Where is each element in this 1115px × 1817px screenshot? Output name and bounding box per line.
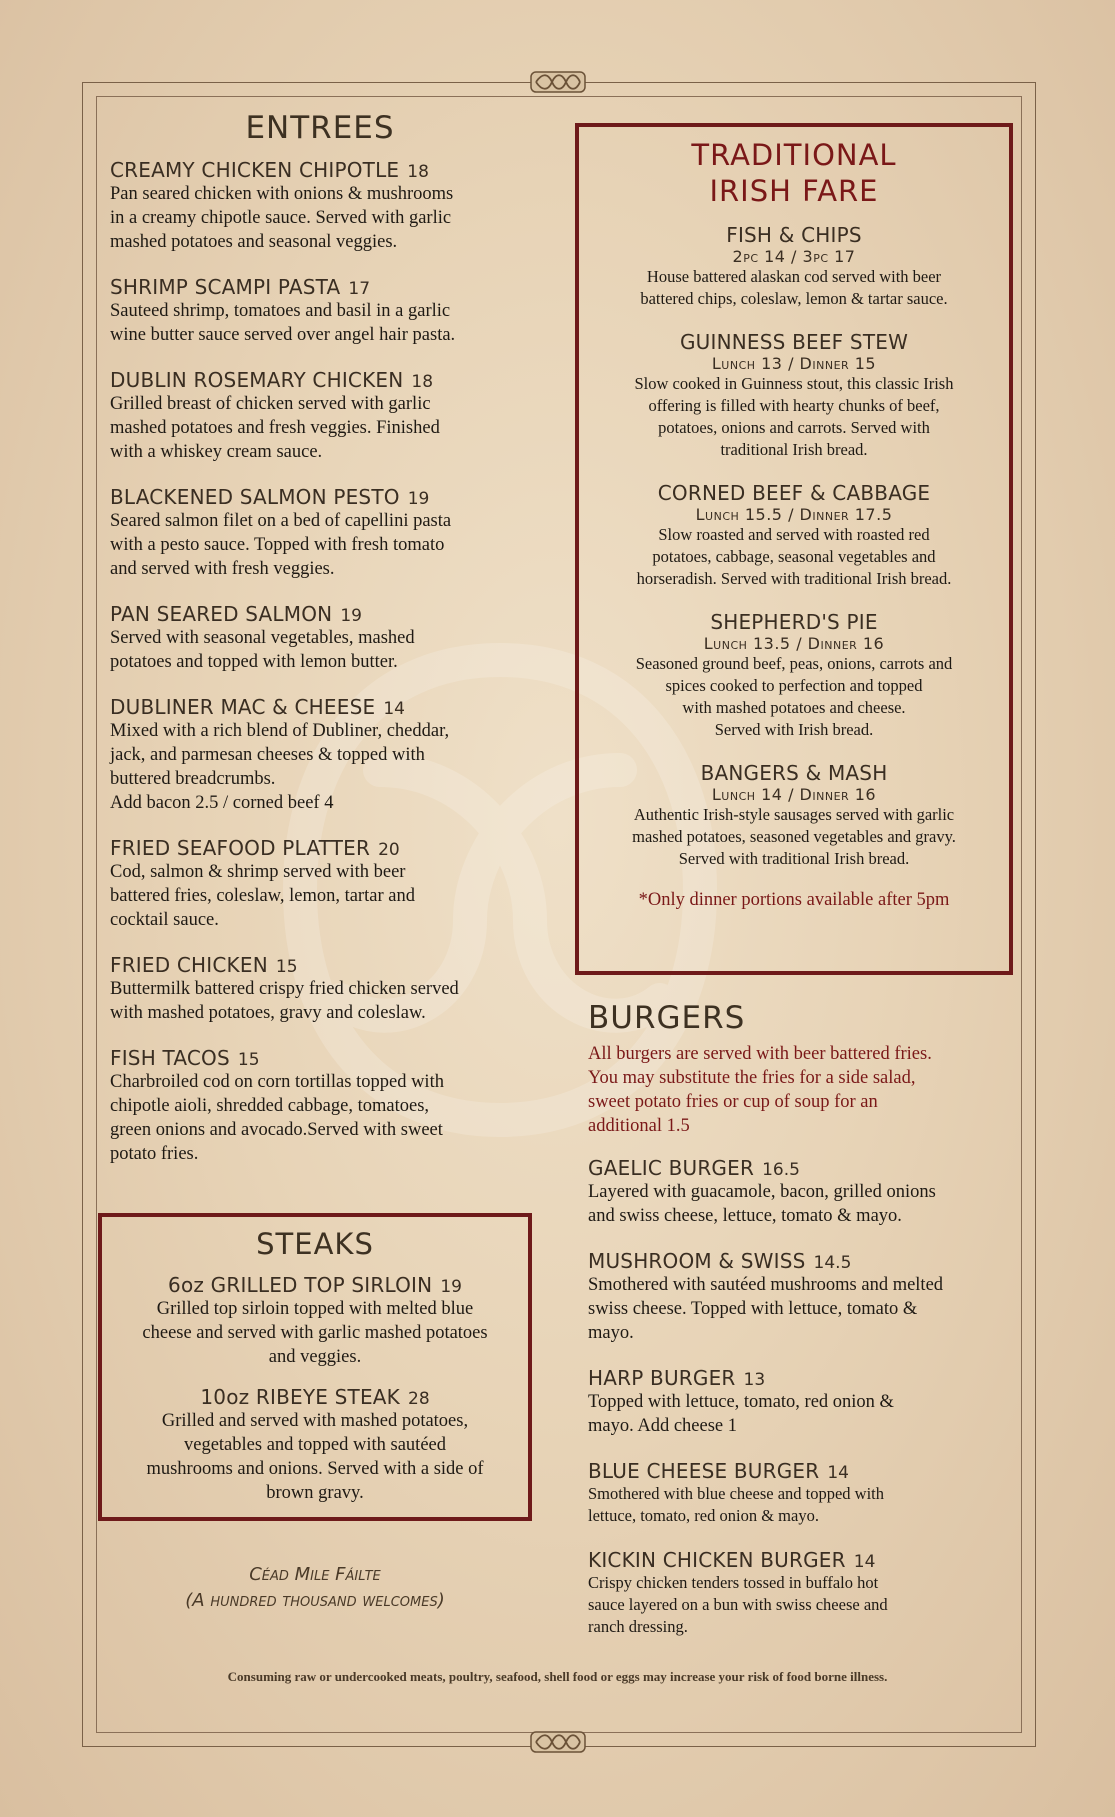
menu-item-name: FISH & CHIPS [726,223,862,247]
menu-item-price: 17 [348,279,371,299]
menu-item-name: GAELIC BURGER [588,1156,755,1180]
menu-item [588,1156,1008,1228]
menu-item-price: 14.5 [813,1253,852,1273]
description-line: Authentic Irish-style sausages served with garlic [633,805,955,824]
description-line: offering is filled with hearty chunks of beef, [648,396,940,415]
description-line: potato fries. [110,1144,199,1164]
menu-item-description [110,182,530,254]
menu-item [588,1366,1008,1438]
welcome-text [110,1562,520,1614]
menu-item-price: 15 [275,957,298,977]
description-line: vegetables and topped with sautéed [184,1435,446,1455]
steaks-list [102,1273,528,1505]
description-line: spices cooked to perfection and topped [665,676,923,695]
irish-fare-heading [579,137,1009,209]
menu-item [588,1249,1008,1345]
description-line: Slow cooked in Guinness stout, this classic Irish [634,374,954,393]
menu-item-description [110,1070,530,1166]
irish-fare-section [575,123,1013,975]
description-line: Topped with lettuce, tomato, red onion & [588,1392,894,1412]
description-line: Grilled top sirloin topped with melted blue [156,1299,474,1319]
menu-item [110,368,530,464]
description-line: and served with fresh veggies. [110,559,335,579]
menu-item-header [588,1548,1008,1572]
menu-item-price: 18 [407,162,429,182]
menu-item-description [110,719,530,815]
menu-item [579,223,1009,310]
description-line: chipotle aioli, shredded cabbage, tomatoes, [110,1096,430,1116]
menu-item-description [579,373,1009,461]
menu-item [579,481,1009,590]
menu-item-description [588,1180,1008,1228]
menu-item-description [110,860,530,932]
menu-item-description [110,626,530,674]
menu-item-price: 15 [237,1050,260,1070]
description-line: mayo. Add cheese 1 [588,1416,737,1436]
burgers-section [588,1000,1008,1659]
menu-item-price-options: Lunch 14 / Dinner 16 [711,785,877,804]
menu-item-description [588,1390,1008,1438]
menu-item-header [588,1459,1008,1483]
description-line: Grilled breast of chicken served with garlic [110,394,431,414]
menu-item-description [579,804,1009,870]
menu-item [110,836,530,932]
description-line: mashed potatoes and fresh veggies. Finished [110,418,440,438]
description-line: buttered breadcrumbs. [110,769,276,789]
description-line: with mashed potatoes, gravy and coleslaw. [110,1003,426,1023]
description-line: wine butter sauce served over angel hair pasta. [110,325,456,345]
burgers-heading: BURGERS [588,1000,746,1036]
description-line: Crispy chicken tenders tossed in buffalo hot [588,1573,879,1592]
menu-item-description [579,653,1009,741]
description-line: green onions and avocado.Served with sweet [110,1120,443,1140]
menu-item-header [110,275,530,299]
menu-item [579,330,1009,461]
description-line: mashed potatoes and seasonal veggies. [110,232,398,252]
menu-item-name: FRIED CHICKEN [110,953,268,977]
menu-item-price: 19 [340,606,362,626]
description-line: and veggies. [268,1347,362,1367]
menu-item-name: FRIED SEAFOOD PLATTER [110,836,371,860]
description-line: Seasoned ground beef, peas, onions, carrots and [635,654,953,673]
menu-item-description [588,1572,1008,1638]
menu-item-name: BLUE CHEESE BURGER [588,1459,820,1483]
menu-item-header [110,953,530,977]
irish-fare-heading-line1: TRADITIONAL [691,138,897,172]
menu-item-name: 6oz GRILLED TOP SIRLOIN [168,1273,433,1297]
description-line: potatoes, cabbage, seasonal vegetables and [652,547,936,566]
entrees-list [110,158,530,1166]
menu-item-price: 16.5 [762,1160,800,1180]
description-line: cocktail sauce. [110,910,219,930]
description-line: Layered with guacamole, bacon, grilled onions [588,1182,936,1202]
menu-item-header [588,1366,1008,1390]
description-line: jack, and parmesan cheeses & topped with [110,745,425,765]
description-line: and swiss cheese, lettuce, tomato & mayo. [588,1206,902,1226]
description-line: with mashed potatoes and cheese. [682,698,906,717]
menu-item-price: 19 [440,1277,462,1297]
description-line: Mixed with a rich blend of Dubliner, cheddar, [110,721,450,741]
menu-item-description [588,1483,1008,1527]
description-line: Sauteed shrimp, tomatoes and basil in a garlic [110,301,451,321]
menu-item-price-options: Lunch 15.5 / Dinner 17.5 [695,505,893,524]
description-line: potatoes and topped with lemon butter. [110,652,398,672]
menu-item-name: CREAMY CHICKEN CHIPOTLE [110,158,400,182]
menu-item-description [579,266,1009,310]
menu-item-header [110,1046,530,1070]
description-line: Served with Irish bread. [714,720,874,739]
description-line: ranch dressing. [588,1617,688,1636]
description-line: Served with traditional Irish bread. [678,849,910,868]
burgers-intro-line: sweet potato fries or cup of soup for an [588,1092,878,1112]
menu-item-name: CORNED BEEF & CABBAGE [657,481,931,505]
description-line: brown gravy. [266,1483,364,1503]
menu-item-price: 14 [853,1552,876,1572]
menu-item-price: 14 [383,699,405,719]
description-line: House battered alaskan cod served with beer [646,267,942,286]
menu-item-header [579,761,1009,785]
description-line: Smothered with blue cheese and topped with [588,1484,885,1503]
menu-item-price: 14 [827,1463,849,1483]
menu-item-name: SHRIMP SCAMPI PASTA [110,275,341,299]
menu-item-name: BLACKENED SALMON PESTO [110,485,400,509]
menu-item-description [588,1273,1008,1345]
menu-item-header [110,836,530,860]
celtic-knot-icon [530,1731,586,1753]
menu-item-description [102,1297,528,1369]
description-line: Buttermilk battered crispy fried chicken served [110,979,459,999]
burgers-intro-line: You may substitute the fries for a side salad, [588,1068,916,1088]
irish-fare-heading-line2: IRISH FARE [709,174,879,208]
menu-item-name: FISH TACOS [110,1046,230,1070]
menu-item [588,1459,1008,1527]
menu-item-header [588,1156,1008,1180]
irish-fare-list [579,223,1009,870]
menu-item-name: DUBLIN ROSEMARY CHICKEN [110,368,404,392]
menu-item-name: GUINNESS BEEF STEW [679,330,909,354]
menu-item [110,953,530,1025]
menu-item-name: MUSHROOM & SWISS [588,1249,806,1273]
description-line: Seared salmon filet on a bed of capellini pasta [110,511,452,531]
welcome-line-translation: (A hundred thousand welcomes) [185,1590,445,1611]
menu-item [110,158,530,254]
description-line: sauce layered on a bun with swiss cheese and [588,1595,888,1614]
menu-item-price: 18 [411,372,434,392]
description-line: traditional Irish bread. [720,440,868,459]
menu-item-name: HARP BURGER [588,1366,736,1390]
menu-item [110,602,530,674]
menu-item [110,485,530,581]
menu-item [579,610,1009,741]
menu-item-name: 10oz RIBEYE STEAK [200,1385,400,1409]
menu-item-description [579,524,1009,590]
description-line: Grilled and served with mashed potatoes, [161,1411,469,1431]
description-line: Smothered with sautéed mushrooms and melted [588,1275,944,1295]
menu-item-price: 28 [408,1389,430,1409]
menu-item [102,1273,528,1369]
menu-item-header [588,1249,1008,1273]
menu-item-description [102,1409,528,1505]
description-line: battered chips, coleslaw, lemon & tartar sauce. [640,289,948,308]
description-line: Pan seared chicken with onions & mushrooms [110,184,454,204]
dinner-portions-note: *Only dinner portions available after 5pm [638,890,950,910]
description-line: lettuce, tomato, red onion & mayo. [588,1506,819,1525]
burgers-intro [588,1042,1008,1138]
welcome-line-irish: Céad Mile Fáilte [249,1564,381,1585]
menu-item [110,1046,530,1166]
description-line: with a whiskey cream sauce. [110,442,323,462]
burgers-intro-line: All burgers are served with beer battered fries. [588,1044,932,1064]
menu-item-price: 19 [407,489,430,509]
menu-item-header [579,481,1009,505]
menu-item-header [110,158,530,182]
description-line: Add bacon 2.5 / corned beef 4 [110,793,334,813]
menu-item [579,761,1009,870]
menu-item-description [110,509,530,581]
description-line: swiss cheese. Topped with lettuce, tomato & [588,1299,918,1319]
menu-item-header [110,602,530,626]
celtic-knot-icon [530,71,586,93]
menu-item-header [110,368,530,392]
steaks-heading: STEAKS [256,1227,374,1261]
menu-item-price: 20 [378,840,400,860]
entrees-section [110,110,530,1187]
description-line: mashed potatoes, seasoned vegetables and gravy. [632,827,956,846]
menu-item-description [110,392,530,464]
burgers-intro-line: additional 1.5 [588,1116,690,1136]
description-line: battered fries, coleslaw, lemon, tartar and [110,886,415,906]
menu-item-header [579,223,1009,247]
menu-item-price-options: Lunch 13 / Dinner 15 [711,354,877,373]
menu-item-name: PAN SEARED SALMON [110,602,333,626]
menu-item [102,1385,528,1505]
menu-item-price-options: Lunch 13.5 / Dinner 16 [703,634,885,653]
description-line: in a creamy chipotle sauce. Served with garlic [110,208,452,228]
description-line: mayo. [588,1323,634,1343]
menu-item-description [110,977,530,1025]
steaks-section [98,1213,532,1521]
menu-item-header [102,1385,528,1409]
menu-item-name: SHEPHERD'S PIE [710,610,878,634]
menu-item-header [110,695,530,719]
menu-item-price-options: 2pc 14 / 3pc 17 [732,247,856,266]
menu-item-price: 13 [743,1370,766,1390]
description-line: Cod, salmon & shrimp served with beer [110,862,406,882]
entrees-heading: ENTREES [245,110,395,146]
menu-item-header [579,610,1009,634]
menu-item [588,1548,1008,1638]
food-safety-disclaimer: Consuming raw or undercooked meats, poultry, seafood, shell food or eggs may increase your risk of food borne illness. [227,1669,888,1684]
description-line: Served with seasonal vegetables, mashed [110,628,415,648]
menu-item-header [110,485,530,509]
menu-item-name: DUBLINER MAC & CHEESE [110,695,376,719]
menu-item-name: KICKIN CHICKEN BURGER [588,1548,846,1572]
menu-item [110,275,530,347]
description-line: with a pesto sauce. Topped with fresh tomato [110,535,445,555]
description-line: Slow roasted and served with roasted red [658,525,930,544]
menu-item [110,695,530,815]
description-line: mushrooms and onions. Served with a side of [146,1459,484,1479]
description-line: cheese and served with garlic mashed potatoes [142,1323,488,1343]
description-line: potatoes, onions and carrots. Served with [658,418,930,437]
menu-item-description [110,299,530,347]
burgers-list [588,1156,1008,1638]
description-line: horseradish. Served with traditional Irish bread. [636,569,952,588]
menu-item-header [102,1273,528,1297]
menu-item-header [579,330,1009,354]
description-line: Charbroiled cod on corn tortillas topped with [110,1072,444,1092]
menu-item-name: BANGERS & MASH [700,761,888,785]
